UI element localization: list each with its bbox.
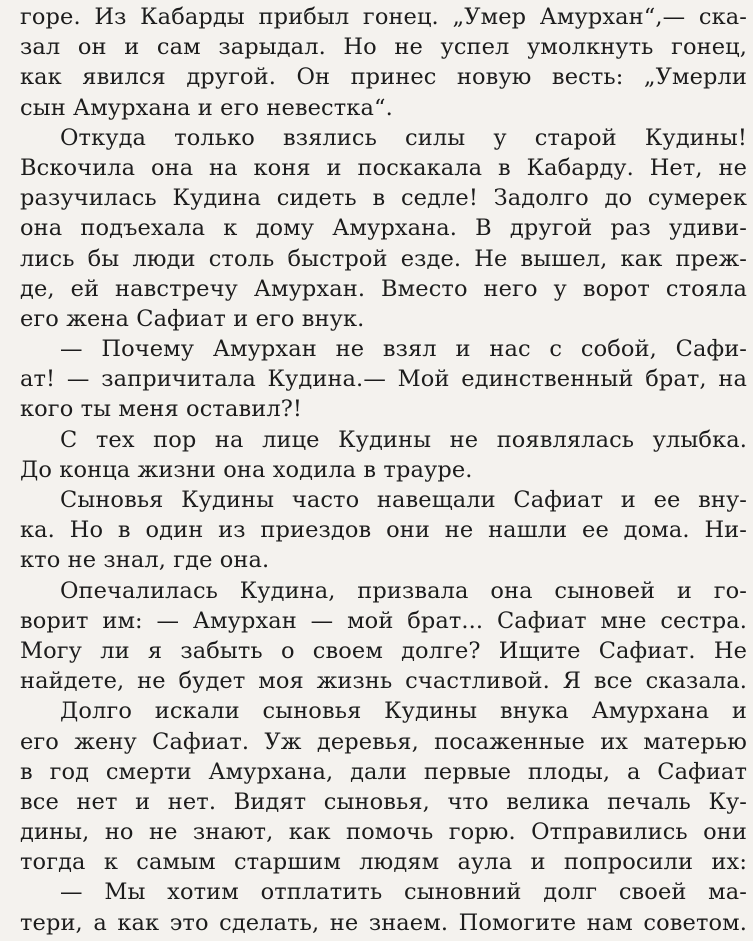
text-line: кто не знал, где она. bbox=[20, 547, 270, 574]
text-line: ат! — запричитала Кудина.— Мой единственный брат, на bbox=[20, 366, 747, 393]
text-line: — Почему Амурхан не взял и нас с собой, Сафи- bbox=[60, 336, 747, 363]
text-line: Откуда только взялись силы у старой Кудины! bbox=[60, 124, 747, 151]
text-line: тогда к самым старшим людям аула и попросили их: bbox=[20, 849, 747, 876]
text-line: все нет и нет. Видят сыновья, что велика печаль Ку- bbox=[20, 788, 747, 815]
text-line: дины, но не знают, как помочь горю. Отправились они bbox=[20, 819, 747, 846]
text-line: сын Амурхана и его невестка“. bbox=[20, 94, 393, 121]
text-line: Опечалилась Кудина, призвала она сыновей и го- bbox=[60, 577, 747, 604]
text-line: ка. Но в один из приездов они не нашли ее дома. Ни- bbox=[20, 517, 747, 544]
text-line: Вскочила она на коня и поскакала в Кабарду. Нет, не bbox=[20, 154, 747, 181]
text-line: как явился другой. Он принес новую весть: „Умерли bbox=[20, 64, 747, 91]
text-line: де, ей навстречу Амурхан. Вместо него у ворот стояла bbox=[20, 275, 747, 302]
text-line: разучилась Кудина сидеть в седле! Задолго до сумерек bbox=[20, 185, 747, 212]
text-line: — Мы хотим отплатить сыновний долг своей ма- bbox=[60, 879, 747, 906]
text-line: его жену Сафиат. Уж деревья, посаженные их матерью bbox=[20, 728, 747, 755]
text-line: она подъехала к дому Амурхана. В другой раз удиви- bbox=[20, 215, 747, 242]
text-line: ворит им: — Амурхан — мой брат... Сафиат мне сестра. bbox=[20, 607, 747, 634]
text-line: Сыновья Кудины часто навещали Сафиат и ее вну- bbox=[60, 487, 747, 513]
text-line: найдете, не будет моя жизнь счастливой. Я все сказала. bbox=[20, 668, 747, 695]
text-line: кого ты меня оставил?! bbox=[20, 396, 303, 423]
text-line: Могу ли я забыть о своем долге? Ищите Сафиат. Не bbox=[20, 637, 747, 664]
text-line: тери, а как это сделать, не знаем. Помогите нам советом. bbox=[20, 909, 747, 936]
text-line: в год смерти Амурхана, дали первые плоды, а Сафиат bbox=[20, 758, 747, 785]
text-line: лись бы люди столь быстрой езде. Не вышел, как преж- bbox=[20, 245, 747, 272]
text-line: зал он и сам зарыдал. Но не успел умолкнуть гонец, bbox=[20, 34, 747, 61]
text-line: Долго искали сыновья Кудины внука Амурхана и bbox=[60, 698, 747, 725]
text-line: С тех пор на лице Кудины не появлялась улыбка. bbox=[60, 426, 747, 453]
text-line: До конца жизни она ходила в трауре. bbox=[20, 456, 473, 483]
text-line: его жена Сафиат и его внук. bbox=[20, 305, 365, 332]
text-line: горе. Из Кабарды прибыл гонец. „Умер Амурхан“,— ска- bbox=[20, 4, 747, 30]
